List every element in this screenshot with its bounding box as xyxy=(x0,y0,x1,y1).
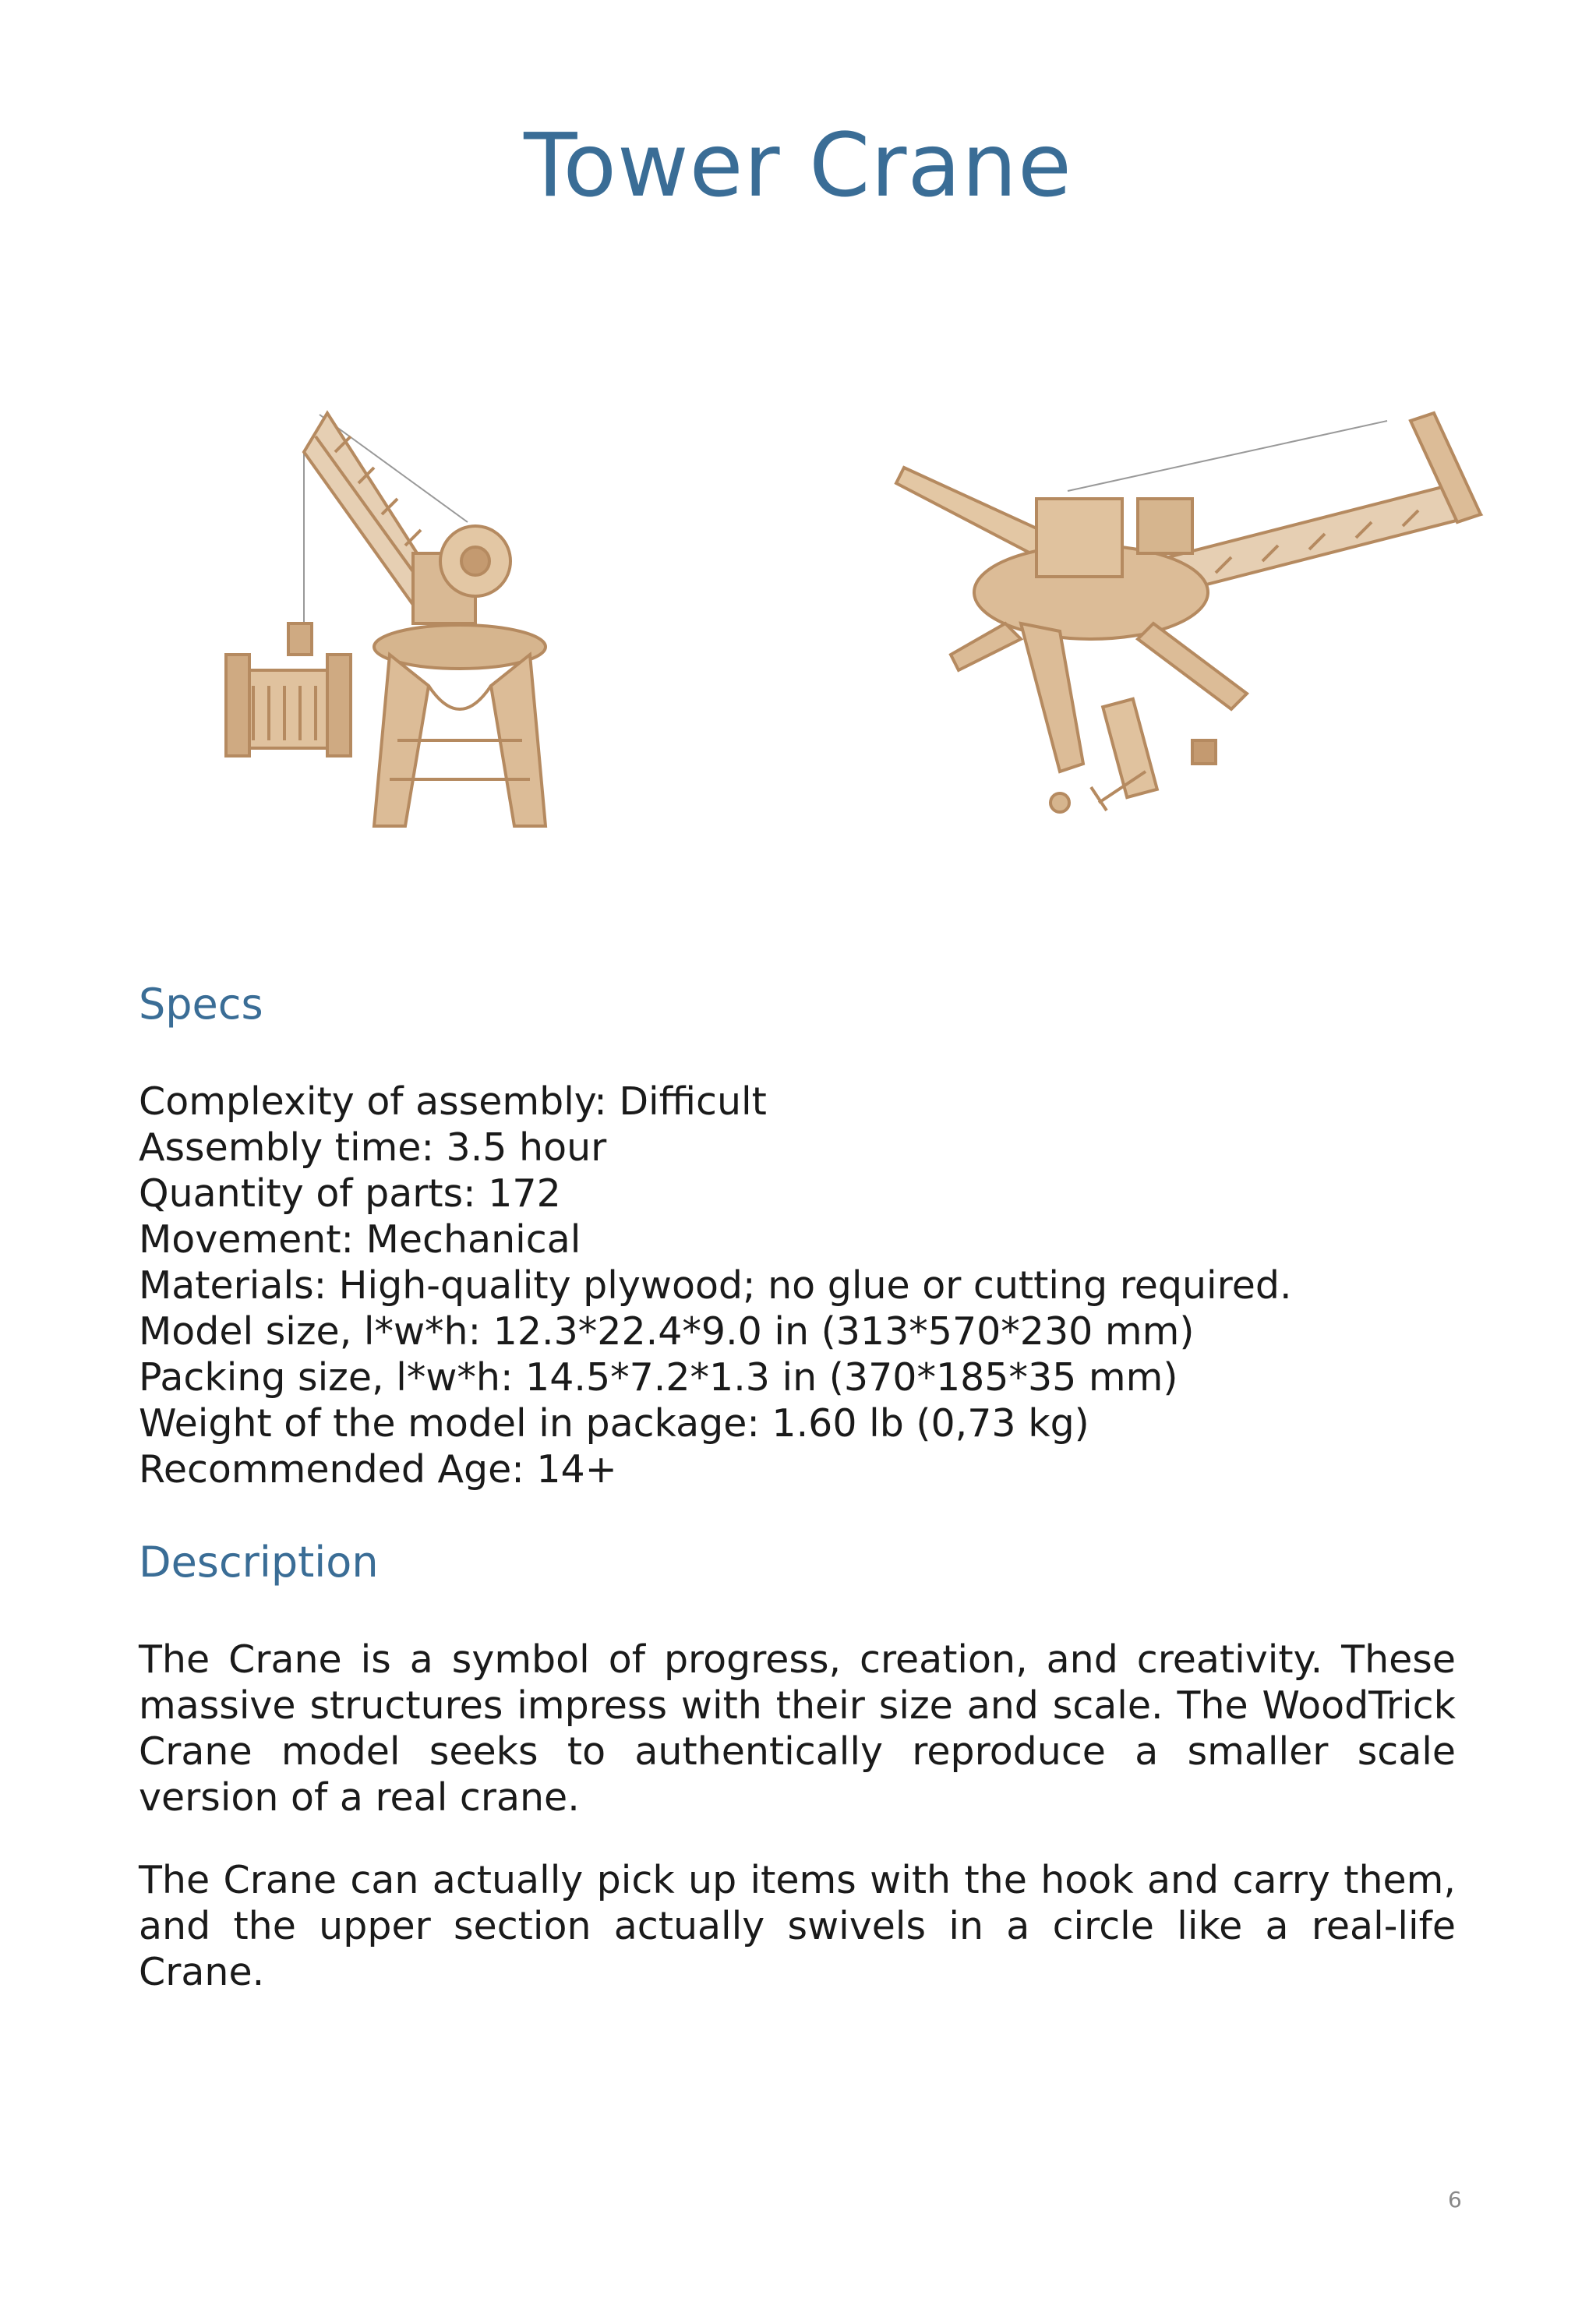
crane-photo-left xyxy=(218,405,655,842)
specs-heading: Specs xyxy=(139,980,263,1029)
specs-list xyxy=(139,1079,1464,1492)
spec-item: Packing size, l*w*h: 14.5*7.2*1.3 in (370*185*35 mm) xyxy=(139,1355,1178,1400)
crane-photo-right xyxy=(888,397,1496,849)
spec-item: Movement: Mechanical xyxy=(139,1217,581,1262)
spec-item: Weight of the model in package: 1.60 lb (0,73 kg) xyxy=(139,1401,1089,1446)
description-paragraph: The Crane is a symbol of progress, creation, and creativity. These massive structures impress with their size and scale. The WoodTrick Crane model seeks to authentically reproduce a smaller scale version of a real crane. xyxy=(139,1637,1456,1820)
spec-item: Recommended Age: 14+ xyxy=(139,1447,617,1492)
description-heading: Description xyxy=(139,1538,379,1587)
spec-item: Model size, l*w*h: 12.3*22.4*9.0 in (313*570*230 mm) xyxy=(139,1309,1195,1354)
spec-item: Quantity of parts: 172 xyxy=(139,1171,561,1216)
page-title: Tower Crane xyxy=(524,115,1072,217)
spec-item: Materials: High-quality plywood; no glue or cutting required. xyxy=(139,1263,1292,1308)
spec-item: Assembly time: 3.5 hour xyxy=(139,1125,607,1170)
page-number: 6 xyxy=(1448,2187,1462,2212)
description-paragraph: The Crane can actually pick up items with the hook and carry them, and the upper section actually swivels in a circle like a real-life Crane. xyxy=(139,1858,1456,1994)
spec-item: Complexity of assembly: Difficult xyxy=(139,1079,767,1124)
